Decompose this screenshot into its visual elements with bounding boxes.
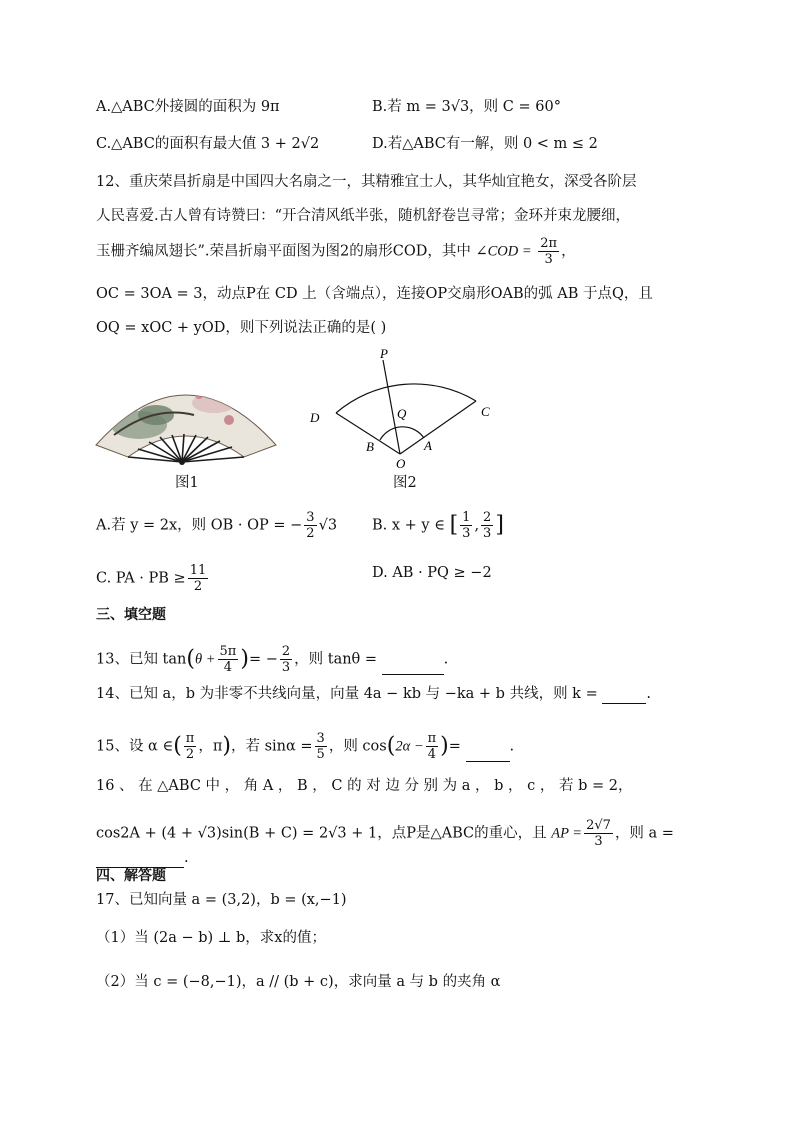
q13-text: 13、已知 tan (96, 651, 187, 668)
bracket-right: ] (495, 512, 504, 538)
label-o: O (396, 456, 406, 471)
q15-answer-blank[interactable] (466, 747, 510, 762)
q15-frac2 (315, 731, 327, 762)
frac-den: 4 (223, 660, 233, 675)
q15-cos: ，则 cos (328, 738, 387, 755)
q12-option-a-text: A.若 y = 2x，则 OB · OP = − (96, 517, 303, 534)
q16-answer-line: . (96, 848, 189, 868)
q13-answer-blank[interactable] (382, 660, 444, 675)
q12-option-b-frac2 (481, 510, 493, 541)
paren-left: ( (386, 733, 396, 759)
frac-num: 3 (306, 510, 315, 525)
q11-option-d: D.若△ABC有一解，则 0 < m ≤ 2 (372, 136, 598, 152)
frac-num: 1 (462, 510, 471, 525)
q12-option-b-frac1 (460, 510, 472, 541)
paren-left: ( (186, 646, 195, 672)
q16-line-1: 16 、 在 △ABC 中 ， 角 A ， B ， C 的 对 边 分 别 为 a ， b ， c ， 若 b = 2， (96, 778, 633, 794)
sector-diagram (300, 346, 510, 476)
q11-option-c: C.△ABC的面积有最大值 3 + 2√2 (96, 136, 320, 152)
figure-2-caption: 图2 (393, 475, 417, 491)
q12-line-3-text: 玉栅齐编凤翅长”.荣昌折扇平面图为图2的扇形COD，其中 (96, 243, 471, 260)
label-q: Q (397, 406, 407, 421)
q14-text: 14、已知 a，b 为非零不共线向量，向量 4a − kb 与 −ka + b 共线，则 k = (96, 686, 598, 702)
q12-line-3-end: ， (561, 243, 576, 260)
fan-photo-figure (94, 365, 278, 467)
q12-option-a (96, 510, 337, 541)
q15-frac3 (426, 731, 439, 762)
frac-num: 2π (540, 236, 558, 251)
q16-fraction (584, 818, 613, 849)
frac-den: 2 (193, 579, 203, 594)
q13-frac1 (218, 644, 239, 675)
q13: 13、已知 tan(θ + $\frac{5\pi}{4}$ )= − $\frac{2}{3}$ ，则 tanθ = . (96, 644, 449, 675)
frac-num: π (427, 731, 437, 746)
q13-post: ，则 tanθ = (294, 651, 378, 668)
label-p: P (380, 346, 388, 361)
q12-line-2: 人民喜爱.古人曾有诗赞曰：“开合清风纸半张，随机舒卷岂寻常；金环并束龙腰细， (96, 208, 631, 224)
frac-den: 3 (462, 526, 471, 541)
frac-den: 3 (594, 834, 603, 849)
frac-num: 2√7 (586, 818, 611, 833)
q12-line-5: OQ = xOC + yOD，则下列说法正确的是( ) (96, 320, 387, 336)
q12-option-a-sqrt: √3 (318, 517, 338, 534)
q12-option-d: D. AB · PQ ≥ −2 (372, 565, 492, 581)
q11-option-b: B.若 m = 3√3，则 C = 60° (372, 99, 561, 115)
q13-theta: θ + (194, 651, 216, 668)
figure-1-caption: 图1 (175, 475, 199, 491)
q16-post: ，则 a = (614, 825, 674, 842)
section-4-heading: 四、解答题 (96, 868, 166, 884)
q14-answer-blank[interactable] (602, 689, 646, 704)
q15: 15、设 α ∈( $\frac{\pi}{2}$ ，π)，若 sinα = $\frac{3}{5}$ ，则 cos(2α − $\frac{\pi}{4}$ )= . (96, 731, 515, 762)
q17-line-2: （1）当 (2a − b) ⊥ b，求x的值； (96, 930, 326, 946)
label-a: A (424, 438, 432, 453)
frac-den: 2 (185, 747, 195, 762)
q12-line-4: OC = 3OA = 3，动点P在 CD 上（含端点），连接OP交扇形OAB的弧 AB 于点Q，且 (96, 286, 653, 302)
frac-num: 5π (219, 644, 237, 659)
q13-eq: = − (248, 651, 278, 668)
q14: 14、已知 a，b 为非零不共线向量，向量 4a − kb 与 −ka + b 共线，则 k = . (96, 686, 651, 702)
q12-option-b-text: B. x + y ∈ (372, 517, 445, 534)
frac-den: 3 (483, 526, 492, 541)
q15-post: = (448, 738, 461, 755)
q16-text: cos2A + (4 + √3)sin(B + C) = 2√3 + 1，点P是△ABC的重心，且 (96, 825, 547, 842)
frac-num: 11 (189, 563, 207, 578)
label-c: C (481, 404, 490, 419)
q17-line-3: （2）当 c = (−8,−1)，a // (b + c)，求向量 a 与 b 的夹角 α (96, 974, 501, 990)
q15-pi: ，π (198, 738, 223, 755)
frac-den: 3 (544, 252, 553, 267)
frac-den: 5 (316, 747, 325, 762)
frac-num: 2 (281, 644, 291, 659)
paren-right: ) (240, 646, 249, 672)
q11-option-a: A.△ABC外接圆的面积为 9π (96, 99, 280, 115)
label-d: D (310, 410, 320, 425)
q15-frac1 (184, 731, 197, 762)
q12-option-a-fraction (304, 510, 316, 541)
q12-angle-fraction (538, 236, 559, 267)
paren-left: ( (173, 733, 182, 759)
section-3-heading: 三、填空题 (96, 607, 166, 623)
frac-num: 3 (316, 731, 325, 746)
q12-option-b: B. x + y ∈ [ $\frac{1}{3}$ , $\frac{2}{3}$ ] (372, 510, 504, 541)
frac-num: π (185, 731, 195, 746)
frac-den: 4 (427, 747, 437, 762)
q12-line-3 (96, 236, 576, 267)
frac-den: 2 (306, 526, 315, 541)
bracket-left: [ (449, 512, 459, 538)
q16-line-2 (96, 818, 674, 849)
q12-option-c-text: C. PA · PB ≥ (96, 570, 186, 587)
q17-line-1: 17、已知向量 a = (3,2)，b = (x,−1) (96, 892, 347, 908)
q12-line-1: 12、重庆荣昌折扇是中国四大名扇之一，其精雅宜士人，其华灿宜艳女，深受各阶层 (96, 174, 637, 190)
q15-inner: 2α − (395, 738, 424, 755)
q12-angle-cod: ∠COD = (475, 243, 532, 260)
frac-num: 2 (483, 510, 492, 525)
q15-text: 15、设 α ∈ (96, 738, 174, 755)
q12-option-c (96, 563, 210, 594)
label-b: B (366, 439, 374, 454)
paren-right: ) (222, 733, 231, 759)
paren-right: ) (440, 733, 449, 759)
frac-den: 3 (281, 660, 291, 675)
q13-frac2 (280, 644, 292, 675)
q12-option-c-fraction (188, 563, 209, 594)
q15-mid: ，若 sinα = (230, 738, 313, 755)
q16-ap: AP = (551, 825, 583, 842)
